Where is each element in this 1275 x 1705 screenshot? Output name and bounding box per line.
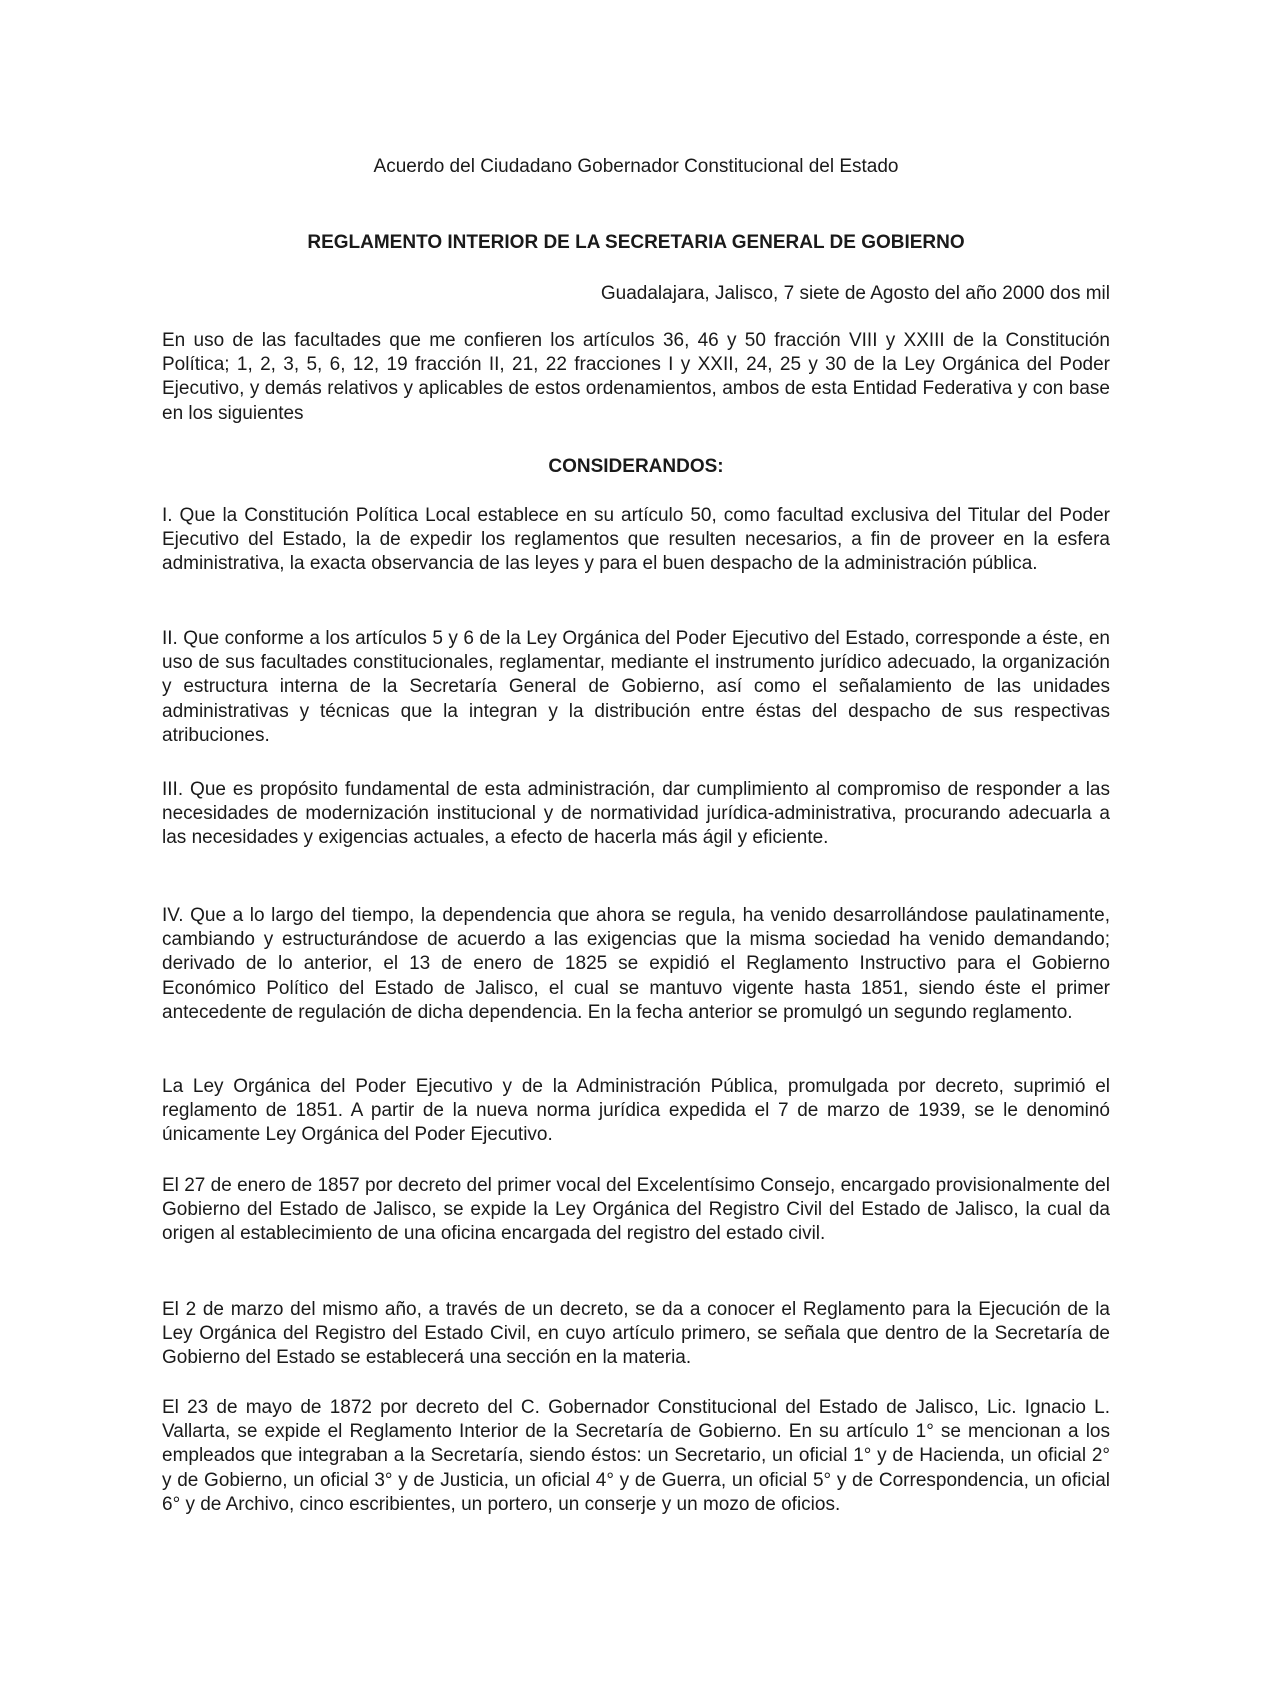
considerando-paragraph: II. Que conforme a los artículos 5 y 6 de la Ley Orgánica del Poder Ejecutivo del Estado, corresponde a éste, en uso de sus facultades constitucionales, reglamentar, mediante el instrumento jurídico adecuado, la organización y estructura interna de la Secretaría General de Gobierno, así como el señalamiento de las unidades administrativas y técnicas que la integran y la distribución entre éstas del despacho de sus respectivas atribuciones. <box>162 628 1110 746</box>
considerando-paragraph: El 2 de marzo del mismo año, a través de un decreto, se da a conocer el Reglamento para la Ejecución de la Ley Orgánica del Registro del Estado Civil, en cuyo artículo primero, se señala que dentro de la Secretaría de Gobierno del Estado se establecerá una sección en la materia. <box>162 1299 1110 1369</box>
section-heading: CONSIDERANDOS: <box>548 456 724 477</box>
considerando-paragraph: El 27 de enero de 1857 por decreto del primer vocal del Excelentísimo Consejo, encargado provisionalmente del Gobierno del Estado de Jalisco, se expide la Ley Orgánica del Registro Civil del Estado de Jalisco, la cual da origen al establecimiento de una oficina encargada del registro del estado civil. <box>162 1175 1110 1245</box>
considerando-paragraph: El 23 de mayo de 1872 por decreto del C. Gobernador Constitucional del Estado de Jalisco, Lic. Ignacio L. Vallarta, se expide el Reglamento Interior de la Secretaría de Gobierno. En su artículo 1° se mencionan a los empleados que integraban a la Secretaría, siendo éstos: un Secretario, un oficial 1° y de Hacienda, un oficial 2° y de Gobierno, un oficial 3° y de Justicia, un oficial 4° y de Guerra, un oficial 5° y de Correspondencia, un oficial 6° y de Archivo, cinco escribientes, un portero, un conserje y un mozo de oficios. <box>162 1397 1110 1515</box>
considerando-paragraph: III. Que es propósito fundamental de esta administración, dar cumplimiento al compromiso de responder a las necesidades de modernización institucional y de normatividad jurídica-administrativa, procurando adecuarla a las necesidades y exigencias actuales, a efecto de hacerla más ágil y eficiente. <box>162 779 1110 849</box>
intro-paragraph: En uso de las facultades que me confieren los artículos 36, 46 y 50 fracción VIII y XXIII de la Constitución Política; 1, 2, 3, 5, 6, 12, 19 fracción II, 21, 22 fracciones I y XXII, 24, 25 y 30 de la Ley Orgánica del Poder Ejecutivo, y demás relativos y aplicables de estos ordenamientos, ambos de esta Entidad Federativa y con base en los siguientes <box>162 330 1110 424</box>
considerando-paragraph: I. Que la Constitución Política Local establece en su artículo 50, como facultad exclusiva del Titular del Poder Ejecutivo del Estado, la de expedir los reglamentos que resulten necesarios, a fin de proveer en la esfera administrativa, la exacta observancia de las leyes y para el buen despacho de la administración pública. <box>162 505 1110 575</box>
date-line: Guadalajara, Jalisco, 7 siete de Agosto del año 2000 dos mil <box>600 283 1110 304</box>
pre-title: Acuerdo del Ciudadano Gobernador Constitucional del Estado <box>373 156 899 177</box>
document-title: REGLAMENTO INTERIOR DE LA SECRETARIA GENERAL DE GOBIERNO <box>307 232 965 253</box>
considerando-paragraph: La Ley Orgánica del Poder Ejecutivo y de la Administración Pública, promulgada por decreto, suprimió el reglamento de 1851. A partir de la nueva norma jurídica expedida el 7 de marzo de 1939, se le denominó únicamente Ley Orgánica del Poder Ejecutivo. <box>162 1076 1110 1146</box>
considerando-paragraph: IV. Que a lo largo del tiempo, la dependencia que ahora se regula, ha venido desarrollándose paulatinamente, cambiando y estructurándose de acuerdo a las exigencias que la misma sociedad ha venido demandando; derivado de lo anterior, el 13 de enero de 1825 se expidió el Reglamento Instructivo para el Gobierno Económico Político del Estado de Jalisco, el cual se mantuvo vigente hasta 1851, siendo éste el primer antecedente de regulación de dicha dependencia. En la fecha anterior se promulgó un segundo reglamento. <box>162 905 1110 1023</box>
